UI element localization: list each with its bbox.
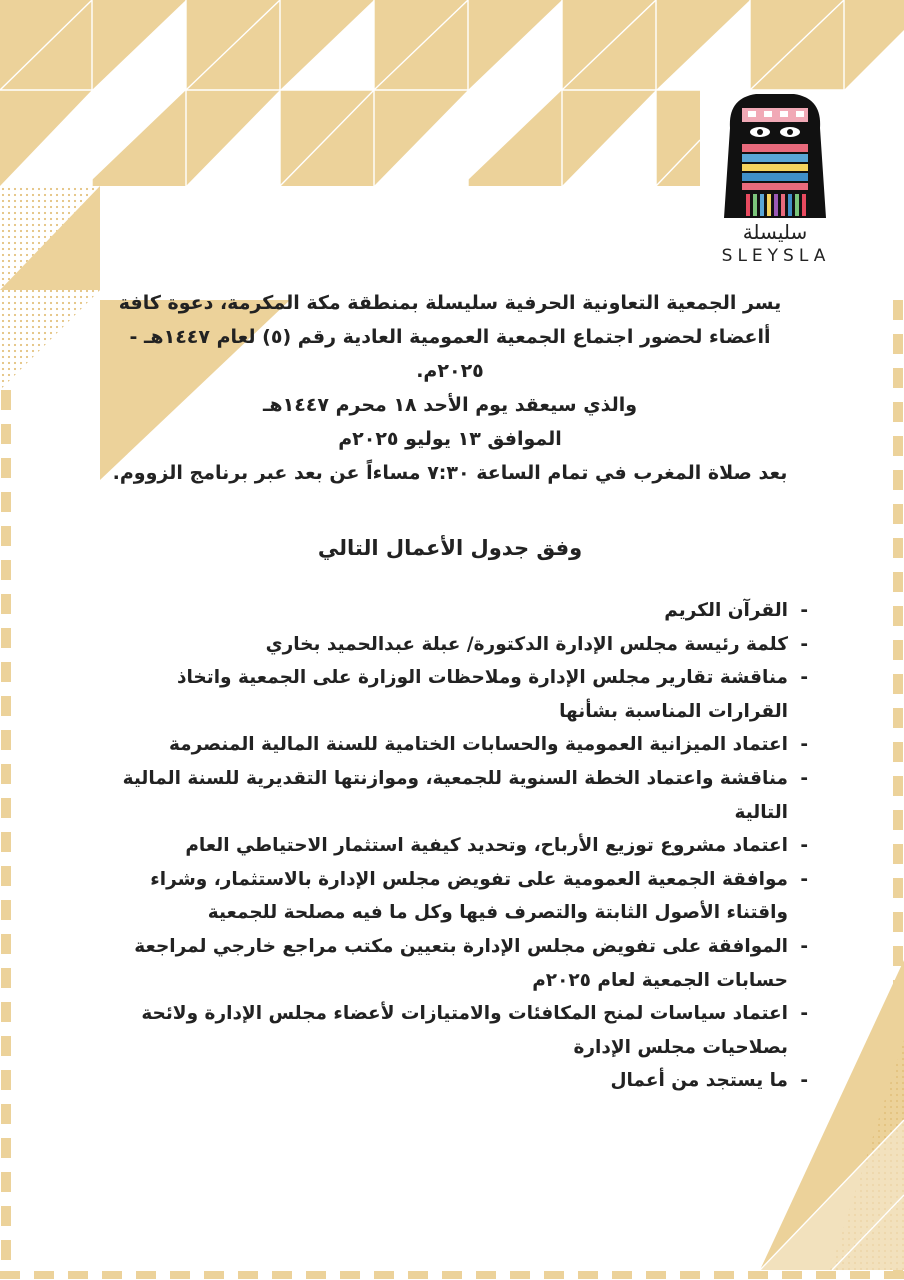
bullet-dash: -: [800, 767, 808, 789]
agenda-item: [118, 628, 808, 662]
logo-arabic-name: سليسلة: [742, 220, 808, 244]
agenda-item-text: الموافقة على تفويض مجلس الإدارة بتعيين مكتب مراجع خارجي لمراجعة حسابات الجمعية لعام ٢٠٢٥م: [134, 935, 788, 991]
agenda-item-text: كلمة رئيسة مجلس الإدارة الدكتورة/ عبلة عبدالحميد بخاري: [265, 633, 788, 655]
agenda-item-text: مناقشة واعتماد الخطة السنوية للجمعية، وموازنتها التقديرية للسنة المالية التالية: [122, 767, 788, 823]
bullet-dash: -: [800, 734, 808, 756]
agenda-item-text: ما يستجد من أعمال: [610, 1070, 788, 1092]
meeting-time-details: بعد صلاة المغرب في تمام الساعة ٧:٣٠ مساءاً عن بعد عبر برنامج الزووم.: [112, 462, 788, 484]
agenda-item: [118, 1064, 808, 1098]
meeting-date-gregorian: الموافق ١٣ يوليو ٢٠٢٥م: [338, 428, 562, 450]
agenda-item: [118, 829, 808, 863]
agenda-list: [118, 594, 808, 1098]
agenda-item-text: مناقشة تقارير مجلس الإدارة وملاحظات الوزارة على الجمعية واتخاذ القرارات المناسبة بشأنها: [176, 667, 788, 722]
bullet-dash: -: [800, 1070, 808, 1092]
meeting-date-hijri: والذي سيعقد يوم الأحد ١٨ محرم ١٤٤٧هـ: [262, 394, 638, 416]
agenda-item: [118, 661, 808, 728]
bullet-dash: -: [800, 1003, 808, 1025]
agenda-item: [118, 728, 808, 762]
bullet-dash: -: [800, 868, 808, 890]
agenda-item-text: اعتماد مشروع توزيع الأرباح، وتحديد كيفية استثمار الاحتياطي العام: [185, 835, 788, 857]
agenda-title: وفق جدول الأعمال التالي: [317, 536, 583, 560]
agenda-item-text: اعتماد الميزانية العمومية والحسابات الختامية للسنة المالية المنصرمة: [168, 734, 788, 756]
agenda-item: [118, 762, 808, 829]
bullet-dash: -: [800, 835, 808, 857]
logo-english-name: SLEYSLA: [721, 246, 831, 266]
bullet-dash: -: [800, 633, 808, 655]
agenda-item: [118, 930, 808, 997]
agenda-item-text: موافقة الجمعية العمومية على تفويض مجلس الإدارة بالاستثمار، وشراء واقتناء الأصول الثابتة والتصرف فيها وكل ما فيه مصلحة للجمعية: [150, 868, 788, 924]
agenda-item: [118, 594, 808, 628]
bullet-dash: -: [800, 935, 808, 957]
agenda-item: [118, 997, 808, 1064]
agenda-item-text: القرآن الكريم: [664, 600, 788, 621]
bullet-dash: -: [800, 667, 808, 689]
intro-paragraph: يسر الجمعية التعاونية الحرفية سليسلة بمنطقة مكة المكرمة، دعوة كافة أاعضاء لحضور اجتماع الجمعية العمومية العادية رقم (٥) لعام ١٤٤٧هـ - ٢٠٢٥م.: [118, 292, 782, 382]
bullet-dash: -: [800, 600, 808, 621]
invitation-intro: [100, 286, 800, 490]
agenda-item-text: اعتماد سياسات لمنح المكافئات والامتيازات لأعضاء مجلس الإدارة ولائحة بصلاحيات مجلس الإدارة: [141, 1003, 788, 1058]
agenda-item: [118, 863, 808, 930]
